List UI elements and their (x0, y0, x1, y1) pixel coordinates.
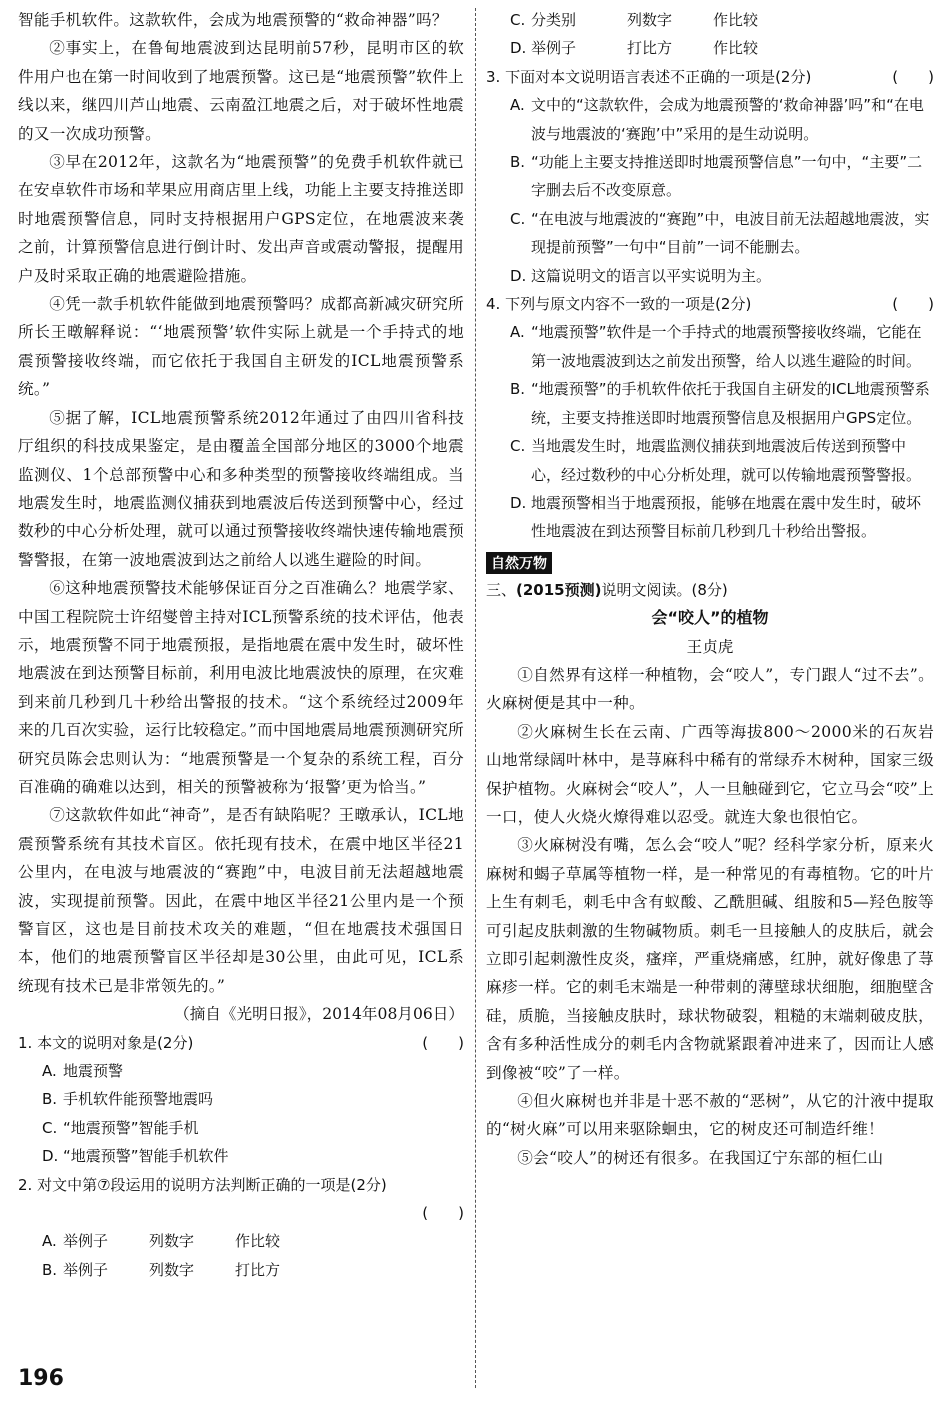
article-author: 王贞虎 (686, 637, 734, 656)
plant-paragraph-3: ③火麻树没有嘴，怎么会“咬人”呢？经科学家分析，原来火麻树和蝎子草属等植物一样，是一种常见的有毒植物。它的叶片上生有刺毛，刺毛中含有蚁酸、乙酰胆碱、组胺和5—羟色胺等可引起皮肤刺激的生物碱物质。刺毛一旦接触人的皮肤后，就会立即引起刺激性皮炎，瘙痒，严重烧痛感，红肿，就好像患了荨麻疹一样。它的刺毛末端是一种带刺的薄壁球状细胞，细胞壁含硅，质脆，当接触皮肤时，球状物破裂，粗糙的末端刺破皮肤，含有多种活性成分的刺毛内含物就紧跟着冲进来了，因而让人感到像被“咬”了一样。 (486, 836, 934, 1082)
q3-option-c[interactable]: C. “在电波与地震波的“赛跑”中，电波目前无法超越地震波，实现提前预警”一句中“目前”一词不能删去。 (510, 209, 930, 257)
paragraph-1-continued: 智能手机软件。这款软件，会成为地震预警的“救命神器”吗？ (18, 11, 448, 29)
article-source: （摘自《光明日报》，2014年08月06日） (174, 1005, 464, 1024)
plant-paragraph-2: ②火麻树生长在云南、广西等海拔800～2000米的石灰岩山地常绿阔叶林中，是荨麻科中稀有的常绿乔木树种，国家三级保护植物。火麻树会“咬人”，人一旦触碰到它，它立马会“咬”上一口，使人火烧火燎得难以忍受。就连大象也很怕它。 (486, 722, 934, 826)
question-4 (486, 290, 934, 318)
q4-option-c[interactable]: C. 当地震发生时，地震监测仪捕获到地震波后传送到预警中心，经过数秒的中心分析处理，就可以传输地震预警警报。 (510, 437, 922, 484)
paragraph-4: ④凭一款手机软件能做到地震预警吗？成都高新减灾研究所所长王暾解释说：“‘地震预警’软件实际上就是一个手持式的地震预警接收终端，而它依托于我国自主研发的ICL地震预警系统。” (18, 295, 464, 399)
question-1 (18, 1029, 464, 1057)
paragraph-5: ⑤据了解，ICL地震预警系统2012年通过了由四川省科技厅组织的科技成果鉴定，是由覆盖全国部分地区的3000个地震监测仪、1个总部预警中心和多种类型的预警接收终端组成。当地震发生时，地震监测仪捕获到地震波后传送到预警中心，经过数秒的中心分析处理，就可以通过预警接收终端快速传输地震预警警报，在第一波地震波到达之前给人以逃生避险的时间。 (18, 408, 464, 569)
q4-option-b[interactable]: B. “地震预警”的手机软件依托于我国自主研发的ICL地震预警系统，主要支持推送即时地震预警信息及根据用户GPS定位。 (510, 380, 930, 427)
question-1-answer-blank[interactable]: ( ) (422, 1033, 464, 1052)
section-3-heading: 三、(2015预测)说明文阅读。(8分) (486, 580, 728, 599)
question-2 (18, 1171, 464, 1228)
q2-option-d[interactable]: D. 举例子 打比方 作比较 (510, 39, 759, 58)
question-3-answer-blank[interactable]: ( ) (892, 67, 934, 86)
article-title: 会“咬人”的植物 (651, 608, 769, 628)
q2-option-c[interactable]: C. 分类别 列数字 作比较 (510, 11, 759, 29)
q1-option-c[interactable]: C. “地震预警”智能手机 (42, 1118, 199, 1137)
q1-option-d[interactable]: D. “地震预警”智能手机软件 (42, 1147, 229, 1166)
plant-paragraph-4: ④但火麻树也并非是十恶不赦的“恶树”，从它的汁液中提取的“树火麻”可以用来驱除蛔虫，它的树皮还可制造纤维！ (486, 1092, 934, 1139)
q3-option-d[interactable]: D. 这篇说明文的语言以平实说明为主。 (510, 266, 772, 285)
section-tag: 自然万物 (486, 552, 552, 574)
question-2-text: 2. 对文中第⑦段运用的说明方法判断正确的一项是(2分) (18, 1175, 387, 1194)
q1-option-a[interactable]: A. 地震预警 (42, 1062, 124, 1081)
question-1-text: 1. 本文的说明对象是(2分) (18, 1033, 194, 1052)
paragraph-7: ⑦这款软件如此“神奇”，是否有缺陷呢？王暾承认，ICL地震预警系统有其技术盲区。依托现有技术，在震中地区半径21公里内，在电波与地震波的“赛跑”中，电波目前无法超越地震波，实现提前预警。因此，在震中地区半径21公里内是一个预警盲区，这也是目前技术攻关的难题，“但在地震技术强国日本，他们的地震预警盲区半径却是30公里，由此可见，ICL系统现有技术已是非常领先的。” (18, 806, 464, 995)
q4-option-d[interactable]: D. 地震预警相当于地震预报，能够在地震在震中发生时，破坏性地震波在到达预警目标前几秒到几十秒给出警报。 (510, 493, 922, 541)
q4-option-a[interactable]: A. “地震预警”软件是一个手持式的地震预警接收终端，它能在第一波地震波到达之前发出预警，给人以逃生避险的时间。 (510, 323, 922, 370)
plant-paragraph-5: ⑤会“咬人”的树还有很多。在我国辽宁东部的桓仁山 (517, 1148, 884, 1167)
right-column (486, 6, 934, 1172)
question-2-answer-blank[interactable]: ( ) (422, 1204, 464, 1223)
column-divider (475, 8, 476, 1388)
question-4-text: 4. 下列与原文内容不一致的一项是(2分) (486, 295, 752, 314)
paragraph-3: ③早在2012年，这款名为“地震预警”的免费手机软件就已在安卓软件市场和苹果应用商店里上线，功能上主要支持推送即时地震预警信息，同时支持根据用户GPS定位，在地震波来袭之前，计算预警信息进行倒计时、发出声音或震动警报，提醒用户及时采取正确的地震避险措施。 (18, 153, 464, 285)
q2-option-a[interactable]: A. 举例子 列数字 作比较 (42, 1232, 281, 1251)
page-number: 196 (18, 1366, 64, 1391)
q1-option-b[interactable]: B. 手机软件能预警地震吗 (42, 1090, 214, 1109)
q3-option-a[interactable]: A. 文中的“这款软件，会成为地震预警的‘救命神器’吗”和“在电波与地震波的‘赛跑’中”采用的是生动说明。 (510, 96, 924, 143)
question-4-answer-blank[interactable]: ( ) (892, 295, 934, 314)
question-3-text: 3. 下面对本文说明语言表述不正确的一项是(2分) (486, 67, 812, 86)
q3-option-b[interactable]: B. “功能上主要支持推送即时地震预警信息”一句中，“主要”二字删去后不改变原意。 (510, 153, 923, 200)
q2-option-b[interactable]: B. 举例子 列数字 打比方 (42, 1260, 281, 1279)
plant-paragraph-1: ①自然界有这样一种植物，会“咬人”，专门跟人“过不去”。火麻树便是其中一种。 (486, 665, 934, 713)
left-column (18, 6, 464, 1284)
paragraph-6: ⑥这种地震预警技术能够保证百分之百准确么？地震学家、中国工程院院士许绍燮曾主持对ICL预警系统的技术评估，他表示，地震预警不同于地震预报，是指地震在震中发生时，破坏性地震波在到达预警目标前，利用电波比地震波快的原理，在灾难到来前几秒到几十秒给出警报的技术。“这个系统经过2009年来的几百次实验，运行比较稳定。”而中国地震局地震预测研究所研究员陈会忠则认为：“地震预警是一个复杂的系统工程，百分百准确的确难以达到，相关的预警被称为‘报警’更为恰当。” (18, 579, 464, 796)
paragraph-2: ②事实上，在鲁甸地震波到达昆明前57秒，昆明市区的软件用户也在第一时间收到了地震预警。这已是“地震预警”软件上线以来，继四川芦山地震、云南盈江地震之后，对于破坏性地震的又一次成功预警。 (18, 39, 464, 143)
question-3 (486, 63, 934, 91)
